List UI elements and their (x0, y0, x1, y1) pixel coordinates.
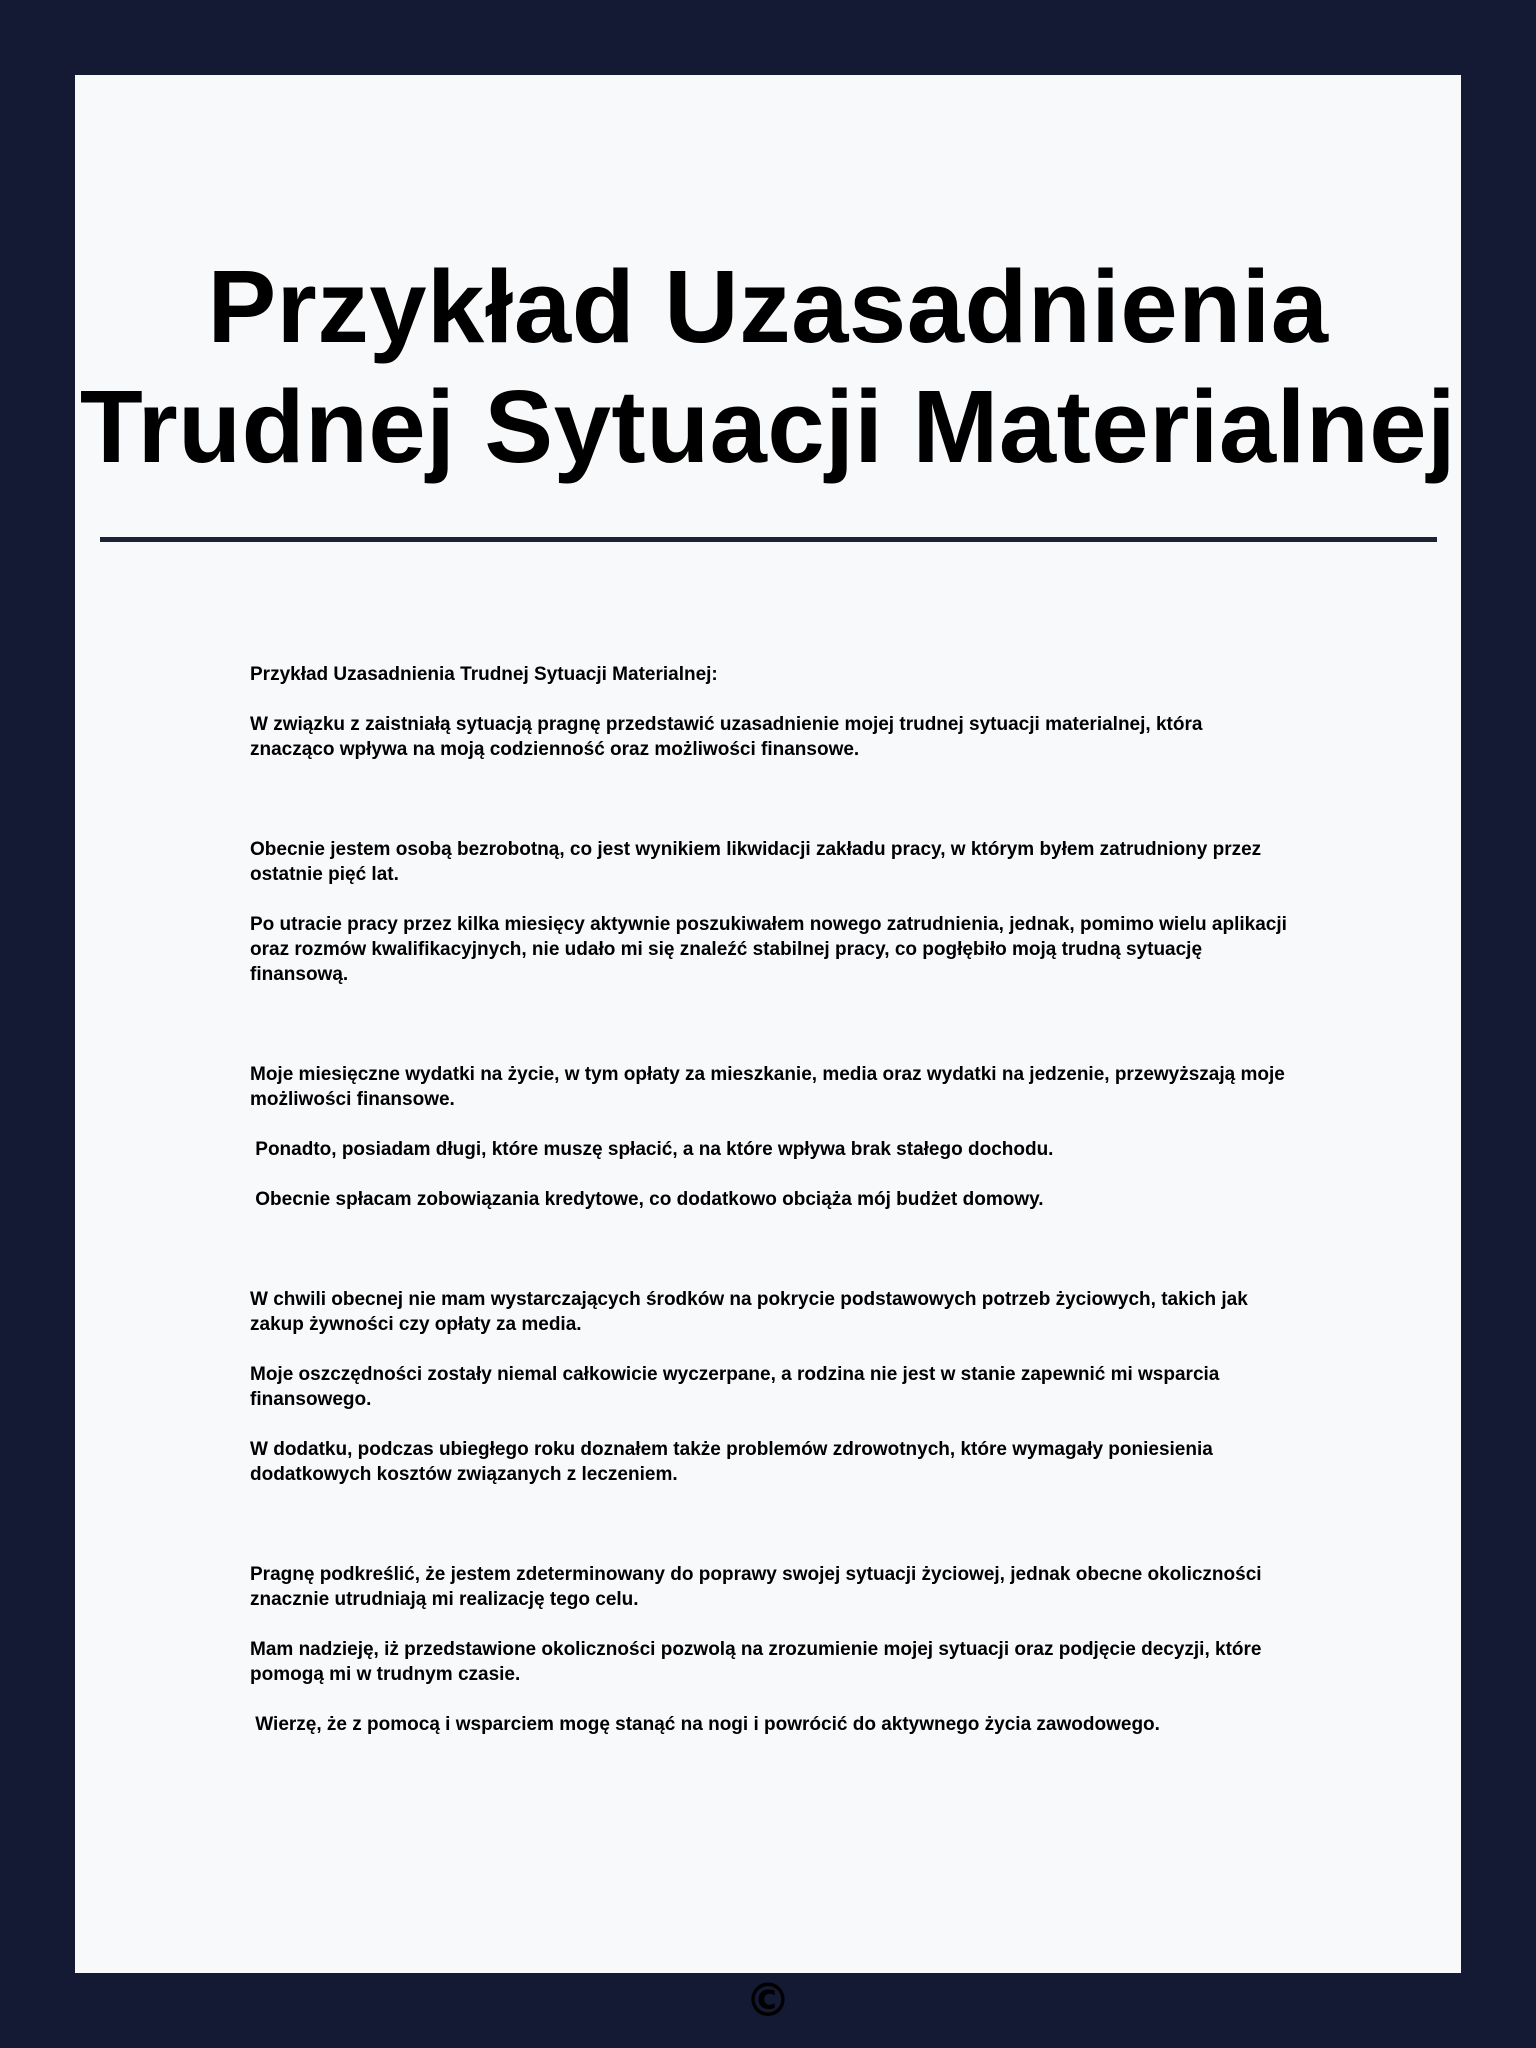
body-paragraph: Mam nadzieję, iż przedstawione okoliczności pozwolą na zrozumienie mojej sytuacji oraz podjęcie decyzji, które pomogą mi w trudnym czasie. (250, 1639, 1267, 1685)
copyright-icon: © (745, 1973, 791, 2027)
body-paragraph: Moje miesięczne wydatki na życie, w tym opłaty za mieszkanie, media oraz wydatki na jedzenie, przewyższają moje możliwości finansowe. (250, 1064, 1291, 1110)
body-paragraph: Ponadto, posiadam długi, które muszę spłacić, a na które wpływa brak stałego dochodu. (250, 1139, 1054, 1160)
body-paragraph: W dodatku, podczas ubiegłego roku doznałem także problemów zdrowotnych, które wymagały poniesienia dodatkowych kosztów związanych z leczeniem. (250, 1439, 1219, 1485)
body-paragraph: Wierzę, że z pomocą i wsparciem mogę stanąć na nogi i powrócić do aktywnego życia zawodowego. (250, 1714, 1160, 1735)
body-paragraph: Obecnie jestem osobą bezrobotną, co jest wynikiem likwidacji zakładu pracy, w którym byłem zatrudniony przez ostatnie pięć lat. (250, 839, 1267, 885)
document-body (250, 662, 1293, 1737)
document-page (75, 75, 1461, 2027)
body-paragraph: Obecnie spłacam zobowiązania kredytowe, co dodatkowo obciąża mój budżet domowy. (250, 1189, 1044, 1210)
body-paragraph: W związku z zaistniałą sytuacją pragnę przedstawić uzasadnienie mojej trudnej sytuacji materialnej, która znacząco wpływa na moją codzienność oraz możliwości finansowe. (250, 714, 1208, 760)
body-paragraph: W chwili obecnej nie mam wystarczających środków na pokrycie podstawowych potrzeb życiowych, takich jak zakup żywności czy opłaty za media. (250, 1289, 1254, 1335)
body-paragraph: Moje oszczędności zostały niemal całkowicie wyczerpane, a rodzina nie jest w stanie zapewnić mi wsparcia finansowego. (250, 1364, 1225, 1410)
body-paragraph: Przykład Uzasadnienia Trudnej Sytuacji Materialnej: (250, 664, 718, 685)
document-title: Przykład Uzasadnienia Trudnej Sytuacji Materialnej (79, 249, 1457, 484)
title-divider (100, 537, 1437, 542)
body-paragraph: Pragnę podkreślić, że jestem zdeterminowany do poprawy swojej sytuacji życiowej, jednak obecne okoliczności znacznie utrudniają mi realizację tego celu. (250, 1564, 1267, 1610)
body-paragraph: Po utracie pracy przez kilka miesięcy aktywnie poszukiwałem nowego zatrudnienia, jednak, pomimo wielu aplikacji oraz rozmów kwalifikacyjnych, nie udało mi się znaleźć stabilnej pracy, co pogłębiło moją trudną sytuację finansową. (250, 914, 1293, 985)
